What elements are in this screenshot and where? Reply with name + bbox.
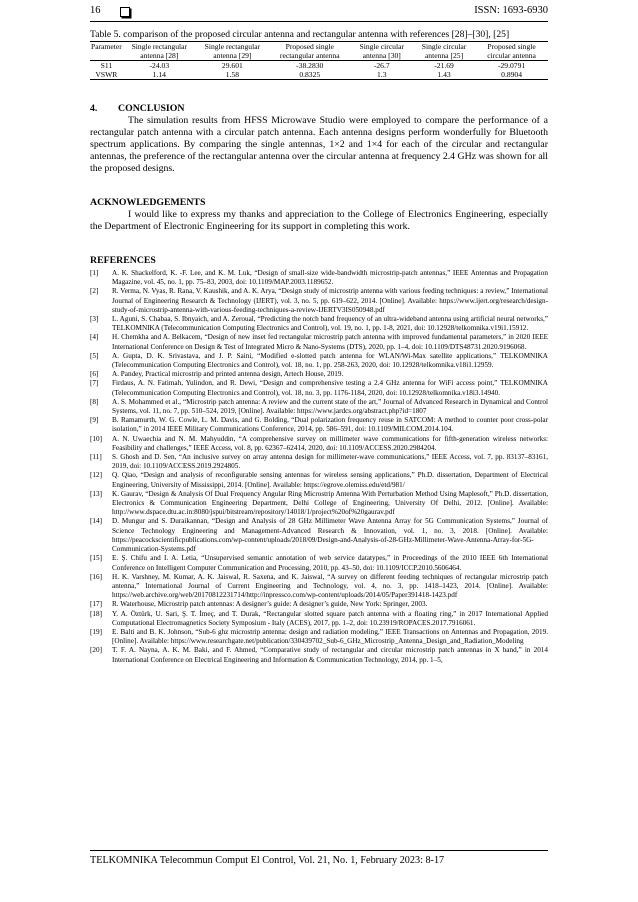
table-row: [90, 61, 548, 71]
reference-item: [90, 517, 548, 554]
table-row: [90, 70, 548, 80]
reference-text: L. Aguni, S. Chabaa, S. Ibnyaich, and A. Zeroual, “Predicting the notch band frequency of an ultra-wideband antenna using artificial neural networks,” TELKOMNIKA (Telecommunication Computing Electronics and Control), vol. 19, no. 1, pp. 1-8, 2021, doi: 10.12928/telkomnika.v19i1.15912.: [112, 315, 548, 333]
table-cell: 1.14: [123, 70, 196, 80]
table-header-cell: Single circular antenna [25]: [413, 42, 475, 61]
reference-item: [90, 287, 548, 315]
reference-number: [16]: [90, 572, 102, 581]
reference-number: [18]: [90, 609, 102, 618]
table-cell: S11: [100, 61, 113, 70]
reference-number: [17]: [90, 600, 102, 609]
reference-item: [90, 573, 548, 601]
reference-text: Q. Qiao, “Design and analysis of reconfigurable sensing antennas for wireless sensing applications,” Ph.D. dissertation, Department of Electrical Engineering, University of Mississippi, 2014. [Online]. Available: https://egrove.olemiss.edu/etd/981/: [112, 471, 548, 489]
reference-text: E. Balti and B. K. Johnson, “Sub-6 ghz microstrip antenna: design and radiation modeling,” IEEE Transactions on Antennas and Propagation, 2019. [Online]. Available: https://www.researchgate.net/publication/330439702_Sub-6_GHz_Microstrip_Antenna_Design_and_Radiation_Modeling: [112, 627, 548, 646]
reference-number: [7]: [90, 379, 99, 388]
issn: ISSN: 1693-6930: [474, 5, 548, 16]
reference-text: H. K. Varshney, M. Kumar, A. K. Jaiswal, R. Saxena, and K. Jaiswal, “A survey on different feeding techniques of rectangular microstrip patch antenna,” International Journal of Current Engineering and Technology, vol. 4, no. 3, pp. 1418–1423, 2014. [Online]. Available: https://web.archive.org/web/20170812231714/http://inpressco.com/wp-content/uploads/2014/05/Paper391418-1423.pdf: [112, 572, 548, 600]
reference-number: [6]: [90, 370, 99, 379]
table-cell: 0.8325: [269, 70, 351, 80]
reference-text: B. Ramamurth, W. G. Cowle, L. M. Davis, and G. Bolding, “Dual polarization frequency reuse in SATCOM: A method to counter poor cross-polar isolation,” in 2014 IEEE Military Communications Conference, 2014, pp. 586–591, doi: 10.1109/MILCOM.2014.104.: [112, 416, 548, 434]
reference-number: [4]: [90, 333, 99, 342]
reference-item: [90, 315, 548, 333]
reference-text: Firdaus, A. N. Fatimah, Yulindon, and R. Dewi, “Design and comprehensive testing a 2.4 GHz antenna for WiFi access point,” TELKOMNIKA (Telecommunication Computing Electronics and Control), vol. 18, no. 3, pp. 1176-1184, 2020, doi: 10.12928/telkomnika.v18i3.14940.: [112, 379, 548, 397]
reference-item: [90, 600, 548, 609]
reference-number: [14]: [90, 517, 102, 526]
reference-item: [90, 333, 548, 351]
page-footer: TELKOMNIKA Telecommun Comput El Control, Vol. 21, No. 1, February 2023: 8-17: [90, 850, 548, 866]
conclusion-text: The simulation results from HFSS Microwave Studio were employed to compare the performance of a rectangular patch antenna with a circular patch antenna. Each antenna designs perform wonderfully for Bluetooth spectrum applications. By comparing the single antennas, 1×2 and 1×4 for each of the circular and rectangular antennas, the preference of the rectangular antenna over the circular antenna at frequency 2.4 GHz was shown for all the proposed designs.: [90, 115, 548, 174]
table-cell: 29.601: [221, 61, 243, 70]
section-title: CONCLUSION: [118, 103, 185, 114]
table-header-cell: Parameter: [90, 42, 123, 61]
reference-text: H. Chemkha and A. Belkacem, “Design of new inset fed rectangular microstrip patch antenna with improved fundamental parameters,” in 2020 IEEE International Conference on Design & Test of Integrated Micro & Nano-Systems (DTS), 2020, pp. 1–4, doi: 10.1109/DTS48731.2020.9196068.: [112, 333, 548, 351]
page-header: [90, 5, 548, 22]
reference-number: [12]: [90, 471, 102, 480]
table-header-cell: Proposed single circular antenna: [475, 42, 548, 61]
reference-number: [3]: [90, 315, 99, 324]
reference-item: [90, 269, 548, 287]
table-cell: VSWR: [90, 70, 123, 80]
reference-text: K. Gaurav, “Design & Analysis Of Dual Frequency Angular Ring Microstrip Antenna With Perturbation Method Using Maplesoft,” Ph.D. dissertation, Electronics & Communication Engineering Department, Delhi College of Engineering, University Of Delhi, 2012. [Online]. Available: http://www.dspace.dtu.ac.in:8080/jspui/bitstream/repository/14018/1/project%20of%20gaurav.pdf: [112, 489, 548, 517]
reference-item: [90, 610, 548, 628]
reference-number: [10]: [90, 434, 102, 443]
reference-text: A. S. Mohammed et al., “Microstrip patch antenna: A review and the current state of the art,” Journal of Advanced Research in Dynamical and Control Systems, vol. 11, no. 7, pp. 510–524, 2019, [Online]. Available: https://www.jardcs.org/abstract.php?id=1807: [112, 397, 548, 416]
acknowledgements-text: I would like to express my thanks and appreciation to the College of Electronics Engineering, especially the Department of Electronic Engineering for its support in completing this work.: [90, 209, 548, 232]
reference-number: [20]: [90, 646, 102, 655]
conclusion-heading: [90, 103, 548, 115]
reference-item: [90, 352, 548, 370]
table-cell: 1.58: [196, 70, 269, 80]
table-cell: -29.0791: [497, 61, 526, 70]
table-cell: 1.43: [413, 70, 475, 80]
reference-text: E. Ş. Chifu and I. A. Letia, “Unsupervised semantic annotation of web service datatypes,” in Proceedings of the 2010 IEEE 6th International Conference on Intelligent Computer Communication and Processing, 2010, pp. 43–50, doi: 10.1109/ICCP.2010.5606464.: [112, 554, 548, 572]
section-number: 4.: [90, 103, 98, 114]
table-caption: Table 5. comparison of the proposed circular antenna and rectangular antenna with references [28]–[30], [25]: [90, 29, 510, 40]
table-cell: -21.69: [434, 61, 454, 70]
reference-text: R. Verma, N. Vyas, R. Rana, V. Kaushik, and A. K. Arya, “Design study of microstrip antenna with various feeding techniques: a review,” International Journal of Engineering Research & Technology (IJERT), vol. 3, no. 5, pp. 619–622, 2014. [Online]. Available: https://www.ijert.org/research/design-study-of-microstrip-antenna-with-various-feeding-techniques-a-review-IJERTV3IS050948.pdf: [112, 287, 548, 314]
table-header-cell: Single rectangular antenna [29]: [196, 42, 269, 61]
reference-number: [13]: [90, 489, 102, 498]
reference-item: [90, 490, 548, 518]
reference-text: A. Gupta, D. K. Srivastava, and J. P. Saini, “Modified e-slotted patch antenna for WLAN/Wi-Max satellite applications,” TELKOMNIKA (Telecommunication Computing Electronics and Control), vol. 18, no. 1, pp. 258-263, 2020, doi: 10.12928/telkomnika.v18i1.12959.: [112, 351, 548, 370]
reference-item: [90, 379, 548, 397]
reference-item: [90, 435, 548, 453]
reference-item: [90, 398, 548, 416]
reference-text: T. F. A. Nayna, A. K. M. Baki, and F. Ahmed, “Comparative study of rectangular and circular microstrip patch antennas in X band,” in 2014 International Conference on Electrical Engineering and Information & Communication Technology, 2014, pp. 1–5,: [112, 646, 548, 664]
reference-number: [9]: [90, 416, 99, 425]
table-cell: -24.03: [149, 61, 170, 70]
reference-item: [90, 628, 548, 646]
comparison-table: [90, 41, 548, 80]
reference-list: [90, 269, 548, 665]
reference-item: [90, 646, 548, 664]
page-number: 16: [90, 5, 101, 16]
table-cell: -26.7: [373, 61, 390, 70]
table-header-cell: Single circular antenna [30]: [351, 42, 413, 61]
reference-item: [90, 554, 548, 572]
reference-text: A. K. Shackelford, K. -F. Lee, and K. M. Luk, “Design of small-size wide-bandwidth microstrip-patch antennas,” IEEE Antennas and Propagation Magazine, vol. 45, no. 1, pp. 75–83, 2003, doi: 10.1109/MAP.2003.1189652.: [112, 269, 548, 287]
reference-item: [90, 471, 548, 489]
reference-text: A. N. Uwaechia and N. M. Mahyuddin, “A comprehensive survey on millimeter wave communications for fifth-generation wireless networks: Feasibility and challenges,” IEEE Access, vol. 8, pp. 62367–62414, 2020, doi: 10.1109/ACCESS.2020.2984204.: [112, 434, 548, 452]
reference-item: [90, 370, 548, 379]
table-cell: 1.3: [351, 70, 413, 80]
reference-number: [2]: [90, 287, 99, 296]
reference-number: [1]: [90, 269, 99, 277]
reference-number: [5]: [90, 351, 99, 360]
reference-number: [11]: [90, 453, 102, 462]
reference-text: D. Mungur and S. Duraikannan, “Design and Analysis of 28 GHz Millimeter Wave Antenna Array for 5G Communication Systems,” Journal of Science Technology Engineering and Management-Advanced Research & Innovation, vol. 1, no. 3, 2018. [Online]. Available: https://peacockscientificpublications.com/wp-content/uploads/2018/09/Design-and-Analysis-of-28-GHz-Millimeter-Wave-Antenna-Array-for-5G-Communication-Systems.pdf: [112, 517, 548, 554]
square-icon: [120, 7, 130, 17]
reference-text: Y. A. Öztürk, U. Sari, Ş. T. İmeç, and T. Durak, “Rectangular slotted square patch antenna with a floating ring,” in 2017 International Applied Computational Electromagnetics Society Symposium - Italy (ACES), 2017, pp. 1–2, doi: 10.23919/ROPACES.2017.7916061.: [112, 609, 548, 627]
reference-number: [15]: [90, 554, 102, 563]
reference-item: [90, 416, 548, 434]
acknowledgements-heading: ACKNOWLEDGEMENTS: [90, 197, 206, 208]
reference-text: A. Pandey, Practical microstrip and printed antenna design, Artech House, 2019.: [112, 370, 344, 379]
reference-number: [8]: [90, 397, 99, 406]
table-header-cell: Proposed single rectangular antenna: [269, 42, 351, 61]
references-heading: REFERENCES: [90, 255, 156, 266]
content: [90, 29, 548, 665]
reference-text: S. Ghosh and D. Sen, “An inclusive survey on array antenna design for millimeter-wave communications,” IEEE Access, vol. 7, pp. 83137–83161, 2019, doi: 10.1109/ACCESS.2019.2924805.: [112, 453, 548, 471]
reference-text: R. Waterhouse, Microstrip patch antennas: A designer’s guide: A designer’s guide, New York: Springer, 2003.: [112, 600, 428, 609]
reference-number: [19]: [90, 627, 102, 636]
table-cell: -38.2830: [296, 61, 324, 70]
reference-item: [90, 453, 548, 471]
table-header-cell: Single rectangular antenna [28]: [123, 42, 196, 61]
table-cell: 0.8904: [475, 70, 548, 80]
